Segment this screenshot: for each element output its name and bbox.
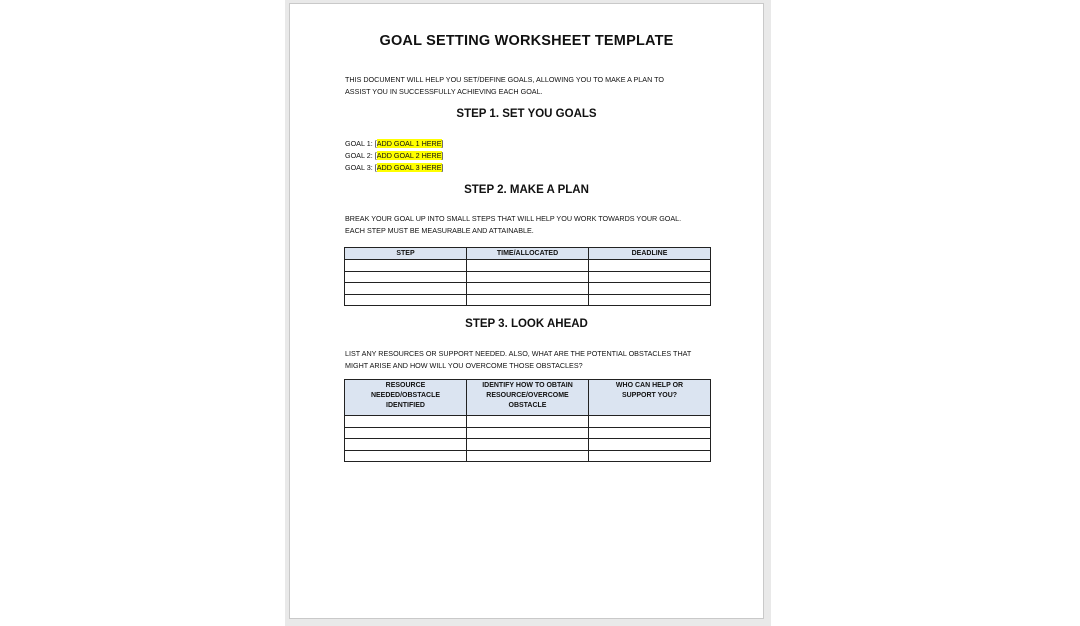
goal-bracket: ]: [441, 139, 444, 148]
document-page: [289, 3, 764, 619]
goal-line-2: [345, 150, 444, 162]
table-cell[interactable]: [345, 283, 467, 295]
column-header-deadline: DEADLINE: [589, 248, 711, 260]
look-ahead-table: [344, 379, 711, 462]
table-cell[interactable]: [345, 271, 467, 283]
step3-heading: STEP 3. LOOK AHEAD: [465, 318, 588, 330]
goal-placeholder[interactable]: ADD GOAL 3 HERE: [376, 163, 442, 172]
table-row: [345, 439, 711, 451]
table-header-row: [345, 248, 711, 260]
goal-line-1: [345, 138, 444, 150]
goal-label: GOAL 3: [: [345, 163, 377, 172]
intro-line-2: ASSIST YOU IN SUCCESSFULLY ACHIEVING EACH GOAL.: [345, 87, 543, 96]
table-cell[interactable]: [345, 427, 467, 439]
table-header-row: [345, 380, 711, 416]
column-header-time: TIME/ALLOCATED: [467, 248, 589, 260]
table-cell[interactable]: [589, 450, 711, 462]
table-cell[interactable]: [589, 271, 711, 283]
table-row: [345, 271, 711, 283]
table-cell[interactable]: [589, 294, 711, 306]
table-cell[interactable]: [467, 450, 589, 462]
goal-bracket: ]: [441, 163, 444, 172]
table-cell[interactable]: [467, 439, 589, 451]
table-row: [345, 416, 711, 428]
column-header-support: WHO CAN HELP OR SUPPORT YOU?: [589, 380, 711, 416]
plan-table: [344, 247, 711, 306]
table-row: [345, 294, 711, 306]
step3-line-2: MIGHT ARISE AND HOW WILL YOU OVERCOME THOSE OBSTACLES?: [345, 361, 583, 370]
column-header-resource: RESOURCE NEEDED/OBSTACLE IDENTIFIED: [345, 380, 467, 416]
table-row: [345, 283, 711, 295]
table-cell[interactable]: [467, 271, 589, 283]
table-cell[interactable]: [345, 416, 467, 428]
step2-paragraph: [345, 213, 715, 237]
table-cell[interactable]: [589, 427, 711, 439]
table-cell[interactable]: [467, 294, 589, 306]
step2-line-2: EACH STEP MUST BE MEASURABLE AND ATTAINABLE.: [345, 226, 534, 235]
table-cell[interactable]: [345, 260, 467, 272]
table-row: [345, 427, 711, 439]
step1-heading: STEP 1. SET YOU GOALS: [456, 108, 597, 120]
goal-label: GOAL 1: [: [345, 139, 377, 148]
goal-line-3: [345, 162, 444, 174]
document-viewer: [285, 0, 771, 626]
table-cell[interactable]: [467, 427, 589, 439]
step3-line-1: LIST ANY RESOURCES OR SUPPORT NEEDED. ALSO, WHAT ARE THE POTENTIAL OBSTACLES THAT: [345, 349, 692, 358]
table-cell[interactable]: [345, 439, 467, 451]
intro-line-1: THIS DOCUMENT WILL HELP YOU SET/DEFINE GOALS, ALLOWING YOU TO MAKE A PLAN TO: [345, 75, 664, 84]
table-cell[interactable]: [589, 439, 711, 451]
goal-bracket: ]: [441, 151, 444, 160]
step3-paragraph: [345, 348, 715, 372]
table-cell[interactable]: [467, 416, 589, 428]
table-cell[interactable]: [589, 283, 711, 295]
step2-line-1: BREAK YOUR GOAL UP INTO SMALL STEPS THAT WILL HELP YOU WORK TOWARDS YOUR GOAL.: [345, 214, 682, 223]
step2-heading: STEP 2. MAKE A PLAN: [464, 184, 589, 196]
table-cell[interactable]: [467, 283, 589, 295]
table-row: [345, 260, 711, 272]
goal-placeholder[interactable]: ADD GOAL 2 HERE: [376, 151, 442, 160]
table-cell[interactable]: [467, 260, 589, 272]
table-row: [345, 450, 711, 462]
column-header-step: STEP: [345, 248, 467, 260]
table-cell[interactable]: [589, 260, 711, 272]
document-title: GOAL SETTING WORKSHEET TEMPLATE: [379, 33, 674, 49]
goal-label: GOAL 2: [: [345, 151, 377, 160]
goal-placeholder[interactable]: ADD GOAL 1 HERE: [376, 139, 442, 148]
intro-paragraph: [345, 74, 715, 98]
table-cell[interactable]: [345, 294, 467, 306]
column-header-obtain: IDENTIFY HOW TO OBTAIN RESOURCE/OVERCOME OBSTACLE: [467, 380, 589, 416]
table-cell[interactable]: [345, 450, 467, 462]
table-cell[interactable]: [589, 416, 711, 428]
